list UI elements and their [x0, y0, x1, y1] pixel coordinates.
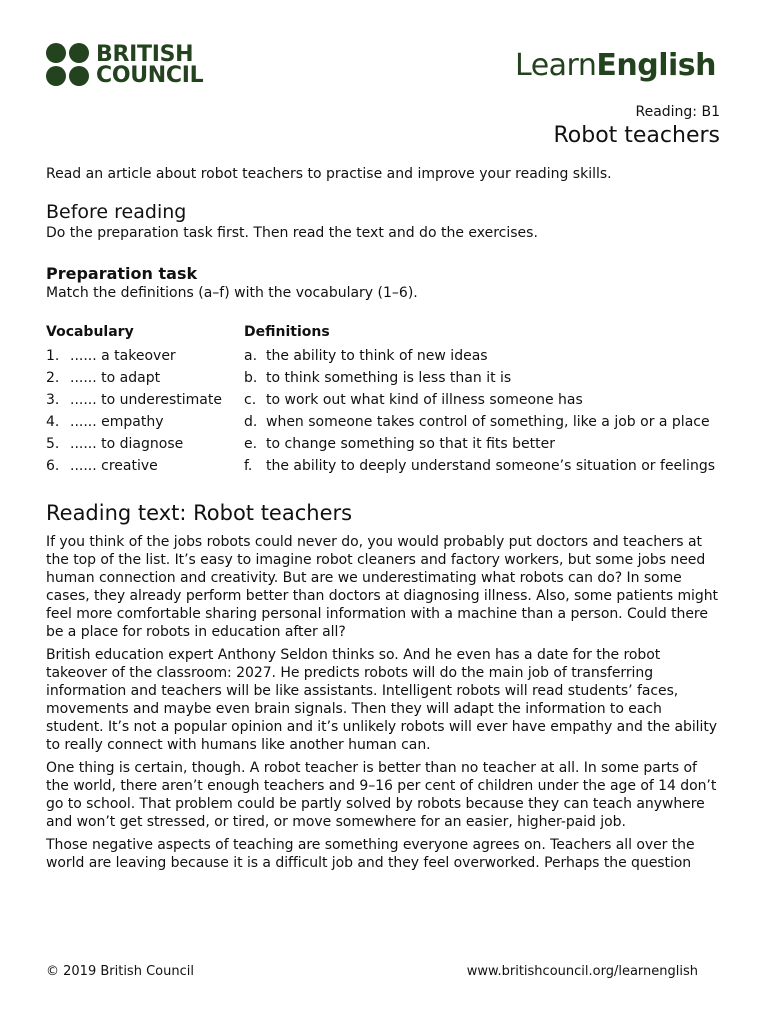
definition-item — [244, 413, 722, 431]
vocabulary-item — [46, 391, 244, 409]
intro-text: Read an article about robot teachers to practise and improve your reading skills. — [46, 166, 612, 182]
definition-text: when someone takes control of something, like a job or a place — [266, 414, 710, 430]
vocabulary-text: ...... a takeover — [70, 348, 176, 364]
definition-text: to think something is less than it is — [266, 370, 512, 386]
definition-letter: a. — [244, 348, 258, 364]
vocabulary-text: ...... to underestimate — [70, 392, 222, 408]
definition-item — [244, 435, 722, 453]
preparation-instruction: Match the definitions (a–f) with the vocabulary (1–6). — [46, 285, 418, 301]
reading-paragraph: One thing is certain, though. A robot teacher is better than no teacher at all. In some parts of the world, there aren’t enough teachers and 9–16 per cent of children under the age of 14 don’t go to school. That problem could be partly solved by robots because they can teach anywhere and won’t get stressed, or tired, or move somewhere for an easier, higher-paid job. — [46, 760, 717, 830]
vocabulary-heading: Vocabulary — [46, 324, 134, 340]
learn-bold-text: English — [596, 48, 716, 83]
definition-letter: e. — [244, 436, 258, 452]
definition-letter: f. — [244, 458, 253, 474]
page-title: Robot teachers — [553, 123, 720, 148]
definitions-column — [244, 323, 722, 479]
definition-text: the ability to think of new ideas — [266, 348, 488, 364]
matching-exercise — [46, 323, 722, 479]
vocabulary-column — [46, 323, 244, 479]
definition-item — [244, 391, 722, 409]
vocabulary-text: ...... to diagnose — [70, 436, 184, 452]
british-council-dots-icon — [46, 43, 89, 86]
vocabulary-number: 1. — [46, 348, 60, 364]
before-reading-text: Do the preparation task first. Then read the text and do the exercises. — [46, 225, 538, 241]
before-reading-heading: Before reading — [46, 201, 187, 223]
vocabulary-text: ...... creative — [70, 458, 158, 474]
definition-text: to change something so that it fits better — [266, 436, 555, 452]
bc-logo-line2: COUNCIL — [96, 62, 204, 88]
vocabulary-item — [46, 435, 244, 453]
vocabulary-item — [46, 457, 244, 475]
definitions-list — [244, 347, 722, 475]
definition-item — [244, 347, 722, 365]
learn-light-text: Learn — [515, 48, 597, 83]
vocabulary-item — [46, 369, 244, 387]
vocabulary-number: 2. — [46, 370, 60, 386]
vocabulary-number: 3. — [46, 392, 60, 408]
vocabulary-number: 6. — [46, 458, 60, 474]
reading-paragraph: If you think of the jobs robots could never do, you would probably put doctors and teachers at the top of the list. It’s easy to imagine robot cleaners and factory workers, but some jobs need human connection and creativity. But are we underestimating what robots can do? In some cases, they already perform better than doctors at diagnosing illness. Also, some patients might feel more comfortable sharing personal information with a machine than a person. Could there be a place for robots in education after all? — [46, 534, 718, 640]
definition-text: the ability to deeply understand someone’s situation or feelings — [266, 458, 715, 474]
vocabulary-item — [46, 347, 244, 365]
level-label: Reading: B1 — [635, 104, 720, 120]
definition-item — [244, 457, 722, 475]
definition-letter: b. — [244, 370, 258, 386]
british-council-logo — [46, 43, 203, 86]
definitions-heading: Definitions — [244, 324, 330, 340]
preparation-heading: Preparation task — [46, 264, 198, 283]
definition-letter: c. — [244, 392, 257, 408]
vocabulary-text: ...... empathy — [70, 414, 164, 430]
definition-text: to work out what kind of illness someone has — [266, 392, 583, 408]
definition-letter: d. — [244, 414, 258, 430]
vocabulary-text: ...... to adapt — [70, 370, 161, 386]
reading-paragraph: British education expert Anthony Seldon thinks so. And he even has a date for the robot takeover of the classroom: 2027. He predicts robots will do the main job of transferring information and teachers will be like assistants. Intelligent robots will read students’ faces, movements and maybe even brain signals. Then they will adapt the information to each student. It’s not a popular opinion and it’s unlikely robots will ever have empathy and the ability to really connect with humans like another human can. — [46, 647, 718, 753]
vocabulary-number: 5. — [46, 436, 60, 452]
definition-item — [244, 369, 722, 387]
footer-url[interactable]: www.britishcouncil.org/learnenglish — [466, 964, 698, 979]
reading-heading: Reading text: Robot teachers — [46, 501, 353, 525]
footer-copyright: © 2019 British Council — [46, 964, 194, 979]
vocabulary-number: 4. — [46, 414, 60, 430]
vocabulary-item — [46, 413, 244, 431]
british-council-wordmark — [96, 41, 204, 88]
main-content — [46, 165, 722, 872]
bc-logo-line1: BRITISH — [96, 41, 194, 67]
reading-paragraph: Those negative aspects of teaching are something everyone agrees on. Teachers all over the world are leaving because it is a difficult job and they feel overworked. Perhaps the question — [46, 837, 695, 871]
vocabulary-list — [46, 347, 244, 475]
learnenglish-logo — [515, 48, 716, 83]
